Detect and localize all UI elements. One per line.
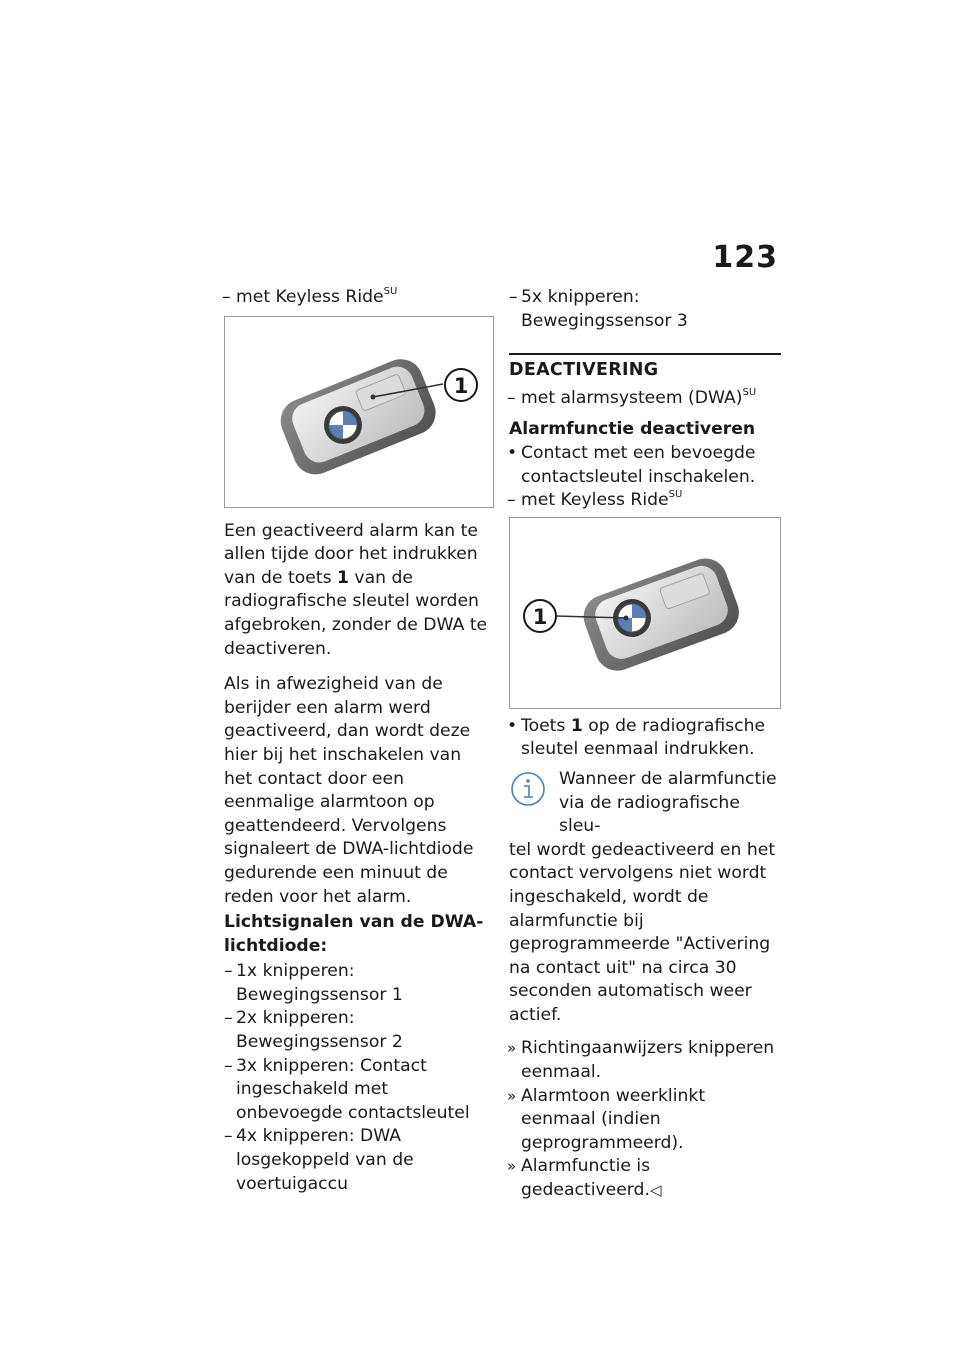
figure-key-fob-1 xyxy=(224,316,494,508)
figure2-callout: 1 xyxy=(532,604,548,629)
paragraph-cancel-alarm: Een geactiveerd alarm kan te allen tijde door het indrukken van de toets 1 van de radiografische sleutel worden afgebroken, zonder de DWA te deactiveren. xyxy=(224,520,488,659)
list-item: – 4x knipperen: DWA losgekoppeld van de voertuigaccu xyxy=(224,1126,414,1194)
figure1-callout: 1 xyxy=(453,373,469,398)
note-block xyxy=(509,768,781,1028)
results-list xyxy=(509,1037,781,1202)
variant-keyless: – met Keyless Ride$^{SU}$ xyxy=(509,489,781,513)
note-text: tel wordt gedeactiveerd en het contact vervolgens niet wordt ingeschakeld, wordt de alarmfunctie bij geprogrammeerde "Activering na contact uit" na circa 30 seconden automatisch weer actief. xyxy=(509,839,776,1025)
variant-sup: SU xyxy=(383,286,398,297)
result-item: » Alarmtoon weerklinkt eenmaal (indien geprogrammeerd). xyxy=(509,1085,781,1156)
subheading: Alarmfunctie deactiveren xyxy=(509,419,756,440)
step-contact: • Contact met een bevoegde contactsleutel inschakelen. xyxy=(509,442,781,489)
section-title: DEACTIVERING xyxy=(509,353,781,383)
variant-dwa: – met alarmsysteem (DWA)$^{SU}$ xyxy=(509,387,781,411)
result-item: » Richtingaanwijzers knipperen eenmaal. xyxy=(509,1037,781,1084)
list-item: – 1x knipperen: Bewegingssensor 1 xyxy=(224,961,403,1005)
paragraph-alarm-memory: Als in afwezigheid van de berijder een alarm werd geactiveerd, dan wordt deze hier bij het inschakelen van het contact door een eenmalige alarmtoon op geattendeerd. Vervolgens signaleert de DWA-lichtdiode gedurende een minuut de reden voor het alarm. xyxy=(224,674,474,907)
signals-list xyxy=(224,960,494,1196)
left-column xyxy=(224,286,494,1196)
variant-keyless: – met Keyless Ride$^{SU}$ xyxy=(224,286,494,310)
figure-key-fob-2 xyxy=(509,517,781,709)
result-item: » Alarmfunctie is gedeactiveerd.◁ xyxy=(509,1155,781,1202)
end-mark: ◁ xyxy=(649,1181,662,1200)
info-icon xyxy=(509,770,547,808)
page-number: 123 xyxy=(712,240,778,275)
signals-heading: Lichtsignalen van de DWA-lichtdiode: xyxy=(224,912,484,956)
key-fob-illustration xyxy=(225,317,493,507)
step-press-key: • Toets 1 op de radiografische sleutel eenmaal indrukken. xyxy=(509,715,781,762)
list-item: – 2x knipperen: Bewegingssensor 2 xyxy=(224,1008,403,1053)
right-column xyxy=(509,286,781,1203)
note-first-line: Wanneer de alarmfunctie via de radiografische sleu- xyxy=(559,768,777,837)
list-item: – 3x knipperen: Contact ingeschakeld met onbevoegde contactsleutel xyxy=(224,1055,470,1123)
key-fob-illustration xyxy=(510,518,780,708)
list-item: – 5x knipperen: Bewegingssensor 3 xyxy=(509,287,688,331)
